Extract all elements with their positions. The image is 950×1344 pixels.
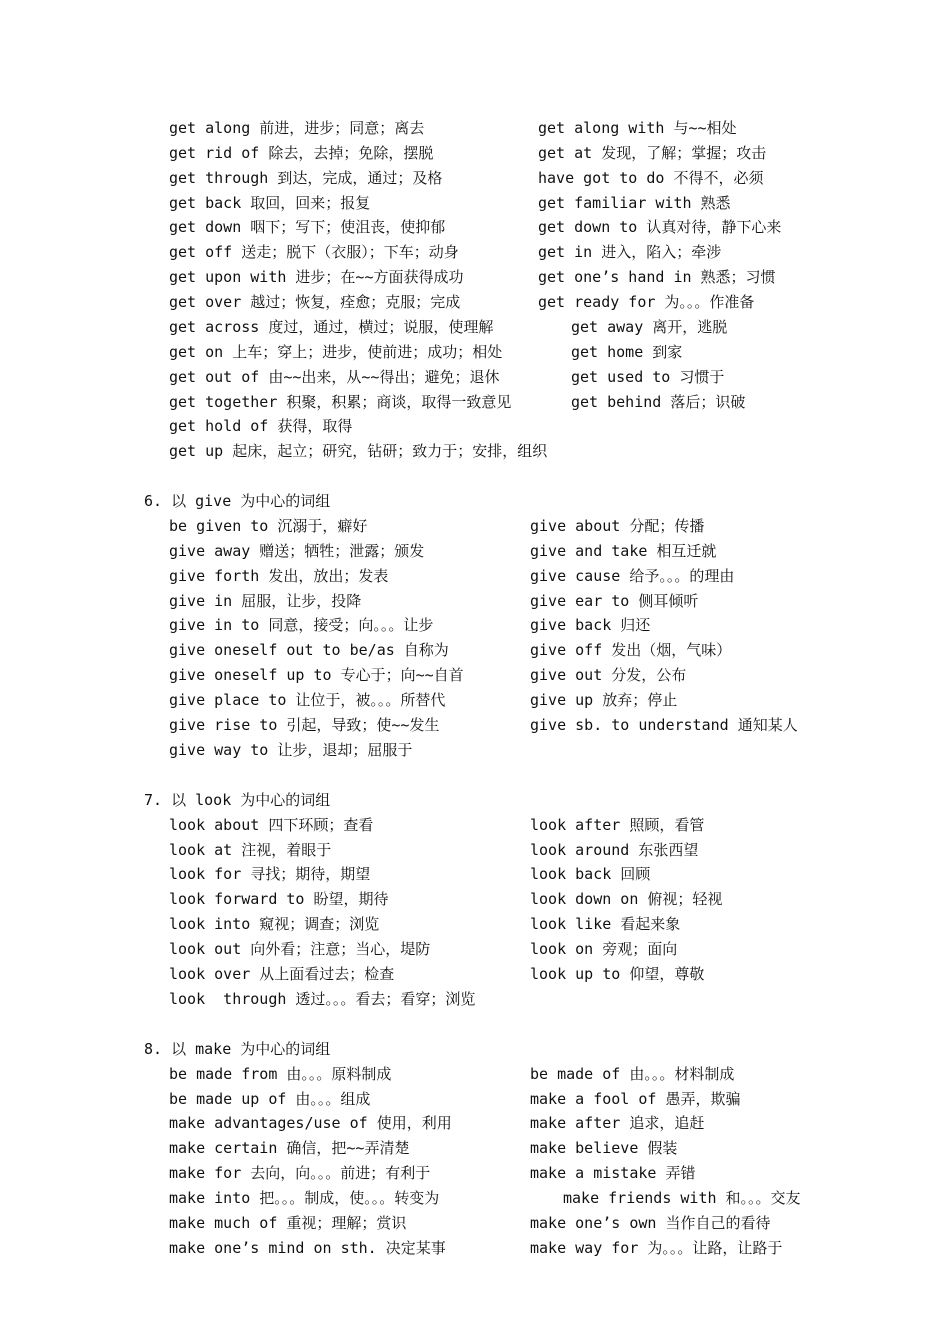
- phrase-item: give in to 同意，接受；向。。。让步: [169, 616, 434, 634]
- phrase-item: make for 去向，向。。。前进；有利于: [169, 1164, 431, 1182]
- phrase-item: get down to 认真对待，静下心来: [538, 218, 782, 236]
- section-heading-give: 6. 以 give 为中心的词组: [144, 492, 331, 510]
- phrase-item: give about 分配；传播: [530, 517, 705, 535]
- phrase-item: get over 越过；恢复，痊愈；克服；完成: [169, 293, 461, 311]
- phrase-item: give cause 给予。。。的理由: [530, 567, 735, 585]
- phrase-item: give oneself out to be/as 自称为: [169, 641, 449, 659]
- phrase-item: make believe 假装: [530, 1139, 678, 1157]
- phrase-item: make way for 为。。。让路，让路于: [530, 1239, 783, 1257]
- phrase-item: get ready for 为。。。作准备: [538, 293, 755, 311]
- phrase-item: give oneself up to 专心于；向~~自首: [169, 666, 464, 684]
- phrase-item: look forward to 盼望，期待: [169, 890, 389, 908]
- phrase-item: get in 进入，陷入；牵涉: [538, 243, 722, 261]
- phrase-item: make friends with 和。。。交友: [563, 1189, 801, 1207]
- phrase-item: get one’s hand in 熟悉；习惯: [538, 268, 776, 286]
- phrase-item: give away 赠送；牺牲；泄露；颁发: [169, 542, 425, 560]
- phrase-item: give back 归还: [530, 616, 651, 634]
- phrase-item: look around 东张西望: [530, 841, 699, 859]
- phrase-item: look at 注视，着眼于: [169, 841, 332, 859]
- phrase-item: get hold of 获得，取得: [169, 417, 353, 435]
- phrase-item: get along 前进，进步；同意；离去: [169, 119, 425, 137]
- phrase-item: get along with 与~~相处: [538, 119, 737, 137]
- phrase-item: look down on 俯视；轻视: [530, 890, 723, 908]
- phrase-item: look through 透过。。。看去；看穿；浏览: [169, 990, 476, 1008]
- phrase-item: give forth 发出，放出；发表: [169, 567, 389, 585]
- phrase-item: get across 度过，通过，横过；说服，使理解: [169, 318, 494, 336]
- phrase-item: give way to 让步，退却；屈服于: [169, 741, 413, 759]
- phrase-item: get on 上车；穿上；进步，使前进；成功；相处: [169, 343, 503, 361]
- phrase-item: get back 取回，回来；报复: [169, 194, 371, 212]
- phrase-item: make after 追求，追赶: [530, 1114, 705, 1132]
- phrase-item: get through 到达，完成，通过；及格: [169, 169, 443, 187]
- phrase-item: look over 从上面看过去；检查: [169, 965, 395, 983]
- phrase-item: have got to do 不得不，必须: [538, 169, 764, 187]
- phrase-item: give out 分发，公布: [530, 666, 687, 684]
- phrase-item: give in 屈服，让步，投降: [169, 592, 362, 610]
- phrase-item: give and take 相互迁就: [530, 542, 717, 560]
- section-heading-look: 7. 以 look 为中心的词组: [144, 791, 331, 809]
- section-heading-make: 8. 以 make 为中心的词组: [144, 1040, 331, 1058]
- phrase-item: look for 寻找；期待，期望: [169, 865, 371, 883]
- phrase-item: look into 窥视；调查；浏览: [169, 915, 380, 933]
- phrase-item: get off 送走；脱下（衣服）；下车；动身: [169, 243, 459, 261]
- phrase-item: make certain 确信，把~~弄清楚: [169, 1139, 410, 1157]
- phrase-item: make much of 重视；理解；赏识: [169, 1214, 407, 1232]
- phrase-item: look like 看起来象: [530, 915, 681, 933]
- phrase-item: be made up of 由。。。组成: [169, 1090, 371, 1108]
- phrase-item: get up 起床，起立；研究，钻研；致力于；安排，组织: [169, 442, 548, 460]
- phrase-item: get together 积聚，积累；商谈，取得一致意见: [169, 393, 512, 411]
- phrase-item: give ear to 侧耳倾听: [530, 592, 699, 610]
- phrase-item: be made of 由。。。材料制成: [530, 1065, 735, 1083]
- phrase-item: give place to 让位于，被。。。所替代: [169, 691, 446, 709]
- phrase-item: make advantages/use of 使用，利用: [169, 1114, 452, 1132]
- phrase-item: give off 发出（烟，气味）: [530, 641, 732, 659]
- phrase-item: get down 咽下；写下；使沮丧，使抑郁: [169, 218, 446, 236]
- phrase-item: give up 放弃；停止: [530, 691, 678, 709]
- phrase-item: get at 发现，了解；掌握；攻击: [538, 144, 767, 162]
- phrase-item: look up to 仰望，尊敬: [530, 965, 705, 983]
- phrase-item: look on 旁观；面向: [530, 940, 678, 958]
- phrase-item: make into 把。。。制成，使。。。转变为: [169, 1189, 440, 1207]
- phrase-item: give sb. to understand 通知某人: [530, 716, 798, 734]
- phrase-item: get away 离开，逃脱: [571, 318, 728, 336]
- phrase-item: get familiar with 熟悉: [538, 194, 731, 212]
- phrase-item: get upon with 进步；在~~方面获得成功: [169, 268, 464, 286]
- phrase-item: get home 到家: [571, 343, 683, 361]
- phrase-item: get behind 落后；识破: [571, 393, 746, 411]
- phrase-item: look out 向外看；注意；当心，堤防: [169, 940, 431, 958]
- phrase-item: make one’s mind on sth. 决定某事: [169, 1239, 446, 1257]
- phrase-item: get used to 习惯于: [571, 368, 725, 386]
- phrase-item: make a fool of 愚弄，欺骗: [530, 1090, 741, 1108]
- phrase-item: look about 四下环顾；查看: [169, 816, 374, 834]
- phrase-item: look after 照顾，看管: [530, 816, 705, 834]
- phrase-item: be given to 沉溺于，癖好: [169, 517, 368, 535]
- phrase-item: make one’s own 当作自己的看待: [530, 1214, 771, 1232]
- phrase-item: look back 回顾: [530, 865, 651, 883]
- phrase-item: be made from 由。。。原料制成: [169, 1065, 392, 1083]
- phrase-item: make a mistake 弄错: [530, 1164, 696, 1182]
- phrase-item: get rid of 除去，去掉；免除，摆脱: [169, 144, 434, 162]
- phrase-item: get out of 由~~出来，从~~得出；避免；退休: [169, 368, 500, 386]
- phrase-item: give rise to 引起，导致；使~~发生: [169, 716, 440, 734]
